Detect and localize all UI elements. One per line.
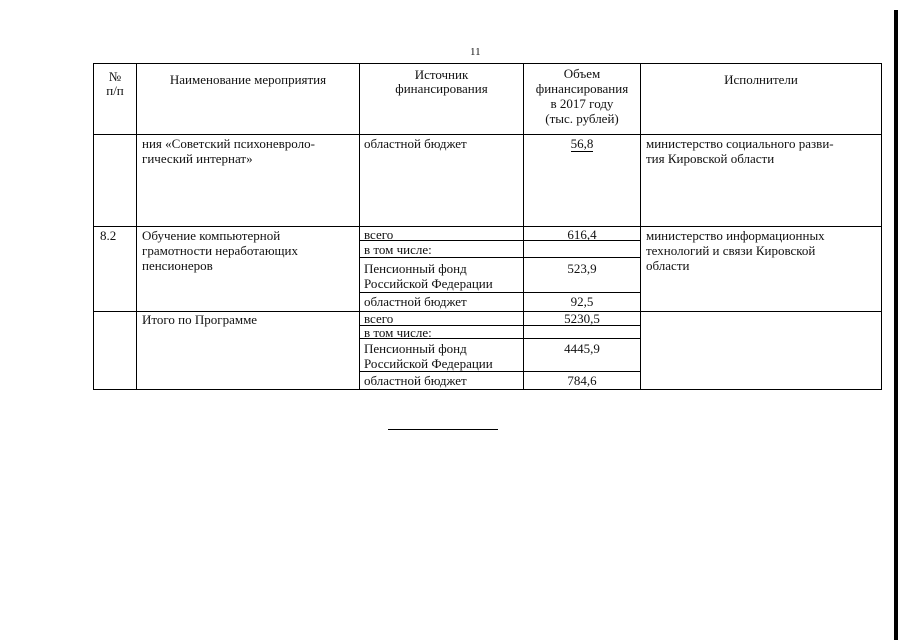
page-number: 11 (470, 46, 481, 58)
row2-source-3: областной бюджет (364, 294, 467, 309)
row2-volume-2: 523,9 (567, 261, 597, 276)
scan-edge-bar (894, 10, 898, 640)
end-divider-line (388, 429, 498, 430)
header-num: № п/п (106, 69, 124, 98)
row1-executors: министерство социального разви- тия Кировской области (646, 136, 834, 166)
total-source-1: в том числе: (364, 325, 432, 340)
total-source-2: Пенсионный фонд Российской Федерации (364, 341, 493, 371)
total-volume-2: 4445,9 (564, 341, 600, 356)
total-source-0: всего (364, 311, 394, 326)
row1-name: ния «Советский психоневроло- гический интернат» (142, 136, 315, 166)
total-name: Итого по Программе (142, 312, 258, 327)
header-executors: Исполнители (724, 72, 798, 87)
total-source-3: областной бюджет (364, 373, 467, 388)
row1-volume: 56,8 (570, 136, 594, 151)
row2-executors: министерство информационных технологий и связи Кировской области (646, 228, 825, 273)
row1-source: областной бюджет (364, 136, 467, 151)
total-volume-3: 784,6 (567, 373, 597, 388)
header-name: Наименование мероприятия (169, 72, 327, 87)
header-source: Источник финансирования (395, 67, 488, 96)
header-volume: Объем финансирования в 2017 году (тыс. рублей) (535, 66, 629, 126)
row2-volume-0: 616,4 (567, 227, 597, 242)
row2-source-1: в том числе: (364, 242, 432, 257)
row2-volume-3: 92,5 (570, 294, 594, 309)
row2-num: 8.2 (100, 228, 117, 243)
row2-name: Обучение компьютерной грамотности неработающих пенсионеров (142, 228, 299, 273)
row2-source-2: Пенсионный фонд Российской Федерации (364, 261, 493, 291)
row2-source-0: всего (364, 227, 394, 242)
total-volume-0: 5230,5 (564, 311, 600, 326)
